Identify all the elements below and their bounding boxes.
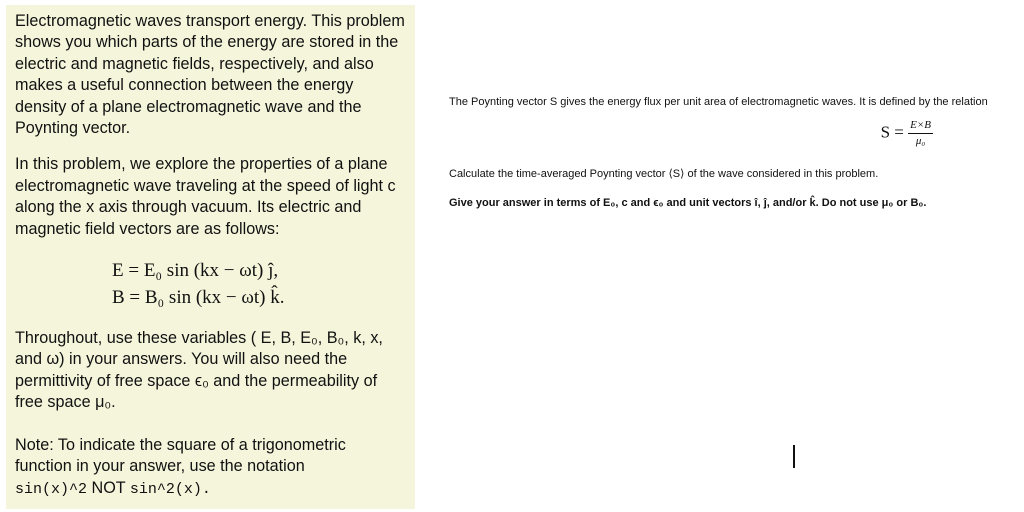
question-instruction: Give your answer in terms of E₀, c and ϵ₀ and unit vectors î, ĵ, and/or k̂. Do not use μ₀ or B₀.	[449, 197, 927, 209]
question-task: Calculate the time-averaged Poynting vector ⟨S⟩ of the wave considered in this problem.	[449, 168, 879, 180]
note-code-correct: sin(x)^2	[15, 480, 88, 498]
question-panel	[449, 95, 1019, 211]
electric-field-equation: E = E₀ sin (kx − ωt) ĵ,	[112, 260, 279, 282]
note-code-wrong: sin^2(x).	[129, 480, 211, 498]
formula-lhs: S =	[880, 122, 904, 142]
poynting-formula	[449, 118, 1019, 149]
notation-note	[15, 435, 405, 500]
intro-paragraph-3: Throughout, use these variables ( E, B, E₀, B₀, k, x, and ω) in your answers. You will also need the permittivity of free space ϵ₀ and the permeability of free space μ₀.	[15, 329, 383, 412]
field-equations	[112, 257, 405, 311]
formula-numerator: E×B	[908, 118, 933, 134]
note-not: NOT	[91, 478, 126, 497]
note-text: Note: To indicate the square of a trigonometric function in your answer, use the notation	[15, 435, 346, 476]
intro-paragraph-2: In this problem, we explore the properties of a plane electromagnetic wave traveling at the speed of light c along the x axis through vacuum. Its electric and magnetic field vectors are as follows:	[15, 155, 396, 238]
text-cursor	[793, 445, 795, 468]
formula-denominator: μ₀	[915, 135, 926, 147]
problem-intro-panel	[6, 5, 415, 509]
magnetic-field-equation: B = B₀ sin (kx − ωt) k̂.	[112, 287, 285, 309]
poynting-definition: The Poynting vector S gives the energy flux per unit area of electromagnetic waves. It is defined by the relation	[449, 96, 988, 108]
intro-paragraph-1: Electromagnetic waves transport energy. This problem shows you which parts of the energy are stored in the electric and magnetic fields, respectively, and also makes a useful connection between the energy density of a plane electromagnetic wave and the Poynting vector.	[15, 12, 405, 138]
formula-fraction	[908, 118, 933, 149]
